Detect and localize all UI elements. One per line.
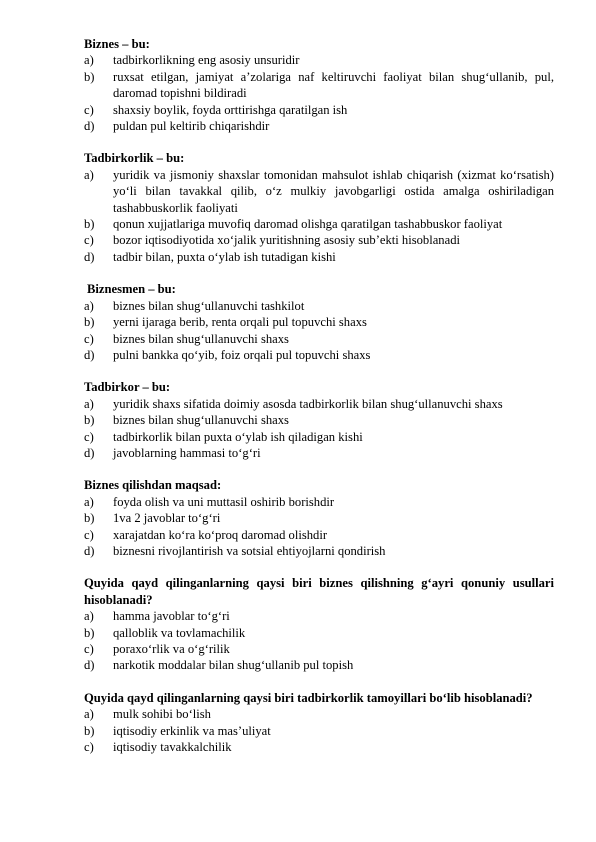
option-letter: d)	[84, 249, 95, 264]
question-block	[84, 477, 554, 559]
document-page	[84, 36, 554, 755]
option-text: tadbirkorlik bilan puxta o‘ylab ish qiladigan kishi	[113, 429, 363, 444]
option-letter: b)	[84, 217, 95, 232]
option-text: biznes bilan shug‘ullanuvchi shaxs	[113, 331, 289, 346]
option-letter: d)	[84, 347, 95, 362]
question-title: Biznesmen – bu:	[87, 282, 176, 297]
option-letter: b)	[84, 723, 95, 738]
option-text: yerni ijaraga berib, renta orqali pul topuvchi shaxs	[113, 315, 367, 330]
answer-option	[84, 494, 554, 510]
option-letter: b)	[84, 315, 95, 330]
answer-option	[84, 102, 554, 118]
option-text: yuridik shaxs sifatida doimiy asosda tadbirkorlik bilan shug‘ullanuvchi shaxs	[113, 396, 503, 411]
option-letter: b)	[84, 413, 95, 428]
option-letter: d)	[84, 119, 95, 134]
option-text: iqtisodiy erkinlik va mas’uliyat	[113, 723, 271, 738]
option-text: yuridik va jismoniy shaxslar tomonidan mahsulot ishlab chiqarish (xizmat ko‘rsatish) yo‘li bilan tavakkal qilib, o‘z mulkiy javobgarligi ostida amalga oshiriladigan tashabbuskorlik faoliyati	[113, 167, 554, 215]
question-block	[84, 36, 554, 134]
answer-option	[84, 723, 554, 739]
option-letter: a)	[84, 298, 94, 313]
option-text: narkotik moddalar bilan shug‘ullanib pul topish	[113, 658, 354, 673]
option-text: pulni bankka qo‘yib, foiz orqali pul topuvchi shaxs	[113, 347, 371, 362]
answer-option	[84, 167, 554, 216]
answer-option	[84, 298, 554, 314]
answer-option	[84, 69, 554, 102]
answer-option	[84, 445, 554, 461]
answer-option	[84, 543, 554, 559]
option-letter: c)	[84, 233, 94, 248]
option-letter: c)	[84, 102, 94, 117]
question-block	[84, 150, 554, 265]
answer-option	[84, 347, 554, 363]
option-letter: a)	[84, 53, 94, 68]
answer-option	[84, 608, 554, 624]
question-block	[84, 379, 554, 461]
option-letter: d)	[84, 543, 95, 558]
option-letter: a)	[84, 609, 94, 624]
option-text: ruxsat etilgan, jamiyat a’zolariga naf keltiruvchi faoliyat bilan shug‘ullanib, pul, daromad topishni bildiradi	[113, 69, 554, 101]
answer-option	[84, 641, 554, 657]
option-letter: b)	[84, 69, 95, 84]
answer-option	[84, 527, 554, 543]
option-text: biznes bilan shug‘ullanuvchi shaxs	[113, 413, 289, 428]
option-letter: c)	[84, 527, 94, 542]
option-text: 1va 2 javoblar to‘g‘ri	[113, 511, 221, 526]
answer-option	[84, 216, 554, 232]
answer-option	[84, 510, 554, 526]
option-text: javoblarning hammasi to‘g‘ri	[113, 445, 261, 460]
question-block	[84, 575, 554, 673]
answer-option	[84, 706, 554, 722]
option-letter: a)	[84, 707, 94, 722]
question-title: Tadbirkorlik – bu:	[84, 151, 185, 166]
answer-option	[84, 657, 554, 673]
option-text: hamma javoblar to‘g‘ri	[113, 609, 230, 624]
option-letter: c)	[84, 740, 94, 755]
option-text: iqtisodiy tavakkalchilik	[113, 740, 232, 755]
option-letter: c)	[84, 429, 94, 444]
answer-option	[84, 412, 554, 428]
answer-option	[84, 249, 554, 265]
option-text: puldan pul keltirib chiqarishdir	[113, 119, 270, 134]
answer-option	[84, 331, 554, 347]
question-title: Quyida qayd qilinganlarning qaysi biri tadbirkorlik tamoyillari bo‘lib hisoblanadi?	[84, 690, 533, 705]
question-title: Biznes qilishdan maqsad:	[84, 478, 222, 493]
question-title: Quyida qayd qilinganlarning qaysi biri biznes qilishning g‘ayri qonuniy usullari hisoblanadi?	[84, 576, 554, 607]
answer-option	[84, 52, 554, 68]
answer-option	[84, 118, 554, 134]
option-text: qalloblik va tovlamachilik	[113, 625, 246, 640]
option-letter: a)	[84, 494, 94, 509]
option-letter: a)	[84, 167, 94, 182]
question-block	[84, 281, 554, 363]
option-text: biznesni rivojlantirish va sotsial ehtiyojlarni qondirish	[113, 543, 386, 558]
option-text: xarajatdan ko‘ra ko‘proq daromad olishdir	[113, 527, 328, 542]
option-text: foyda olish va uni muttasil oshirib borishdir	[113, 494, 335, 509]
answer-option	[84, 396, 554, 412]
answer-option	[84, 232, 554, 248]
option-letter: d)	[84, 445, 95, 460]
option-text: qonun xujjatlariga muvofiq daromad olishga qaratilgan tashabbuskor faoliyat	[113, 217, 503, 232]
option-letter: b)	[84, 625, 95, 640]
option-letter: b)	[84, 511, 95, 526]
option-text: shaxsiy boylik, foyda orttirishga qaratilgan ish	[113, 102, 348, 117]
option-text: tadbir bilan, puxta o‘ylab ish tutadigan kishi	[113, 249, 336, 264]
answer-option	[84, 625, 554, 641]
answer-option	[84, 739, 554, 755]
question-block	[84, 690, 554, 756]
question-title: Biznes – bu:	[84, 37, 150, 51]
option-letter: c)	[84, 642, 94, 656]
option-text: biznes bilan shug‘ullanuvchi tashkilot	[113, 298, 305, 313]
option-text: mulk sohibi bo‘lish	[113, 707, 211, 722]
option-text: bozor iqtisodiyotida xo‘jalik yuritishning asosiy sub’ekti hisoblanadi	[113, 233, 460, 248]
option-letter: c)	[84, 331, 94, 346]
option-text: poraxo‘rlik va o‘g‘rilik	[113, 642, 230, 656]
option-letter: a)	[84, 396, 94, 411]
answer-option	[84, 429, 554, 445]
answer-option	[84, 314, 554, 330]
question-title: Tadbirkor – bu:	[84, 380, 171, 395]
option-text: tadbirkorlikning eng asosiy unsuridir	[113, 53, 300, 68]
option-letter: d)	[84, 658, 95, 673]
